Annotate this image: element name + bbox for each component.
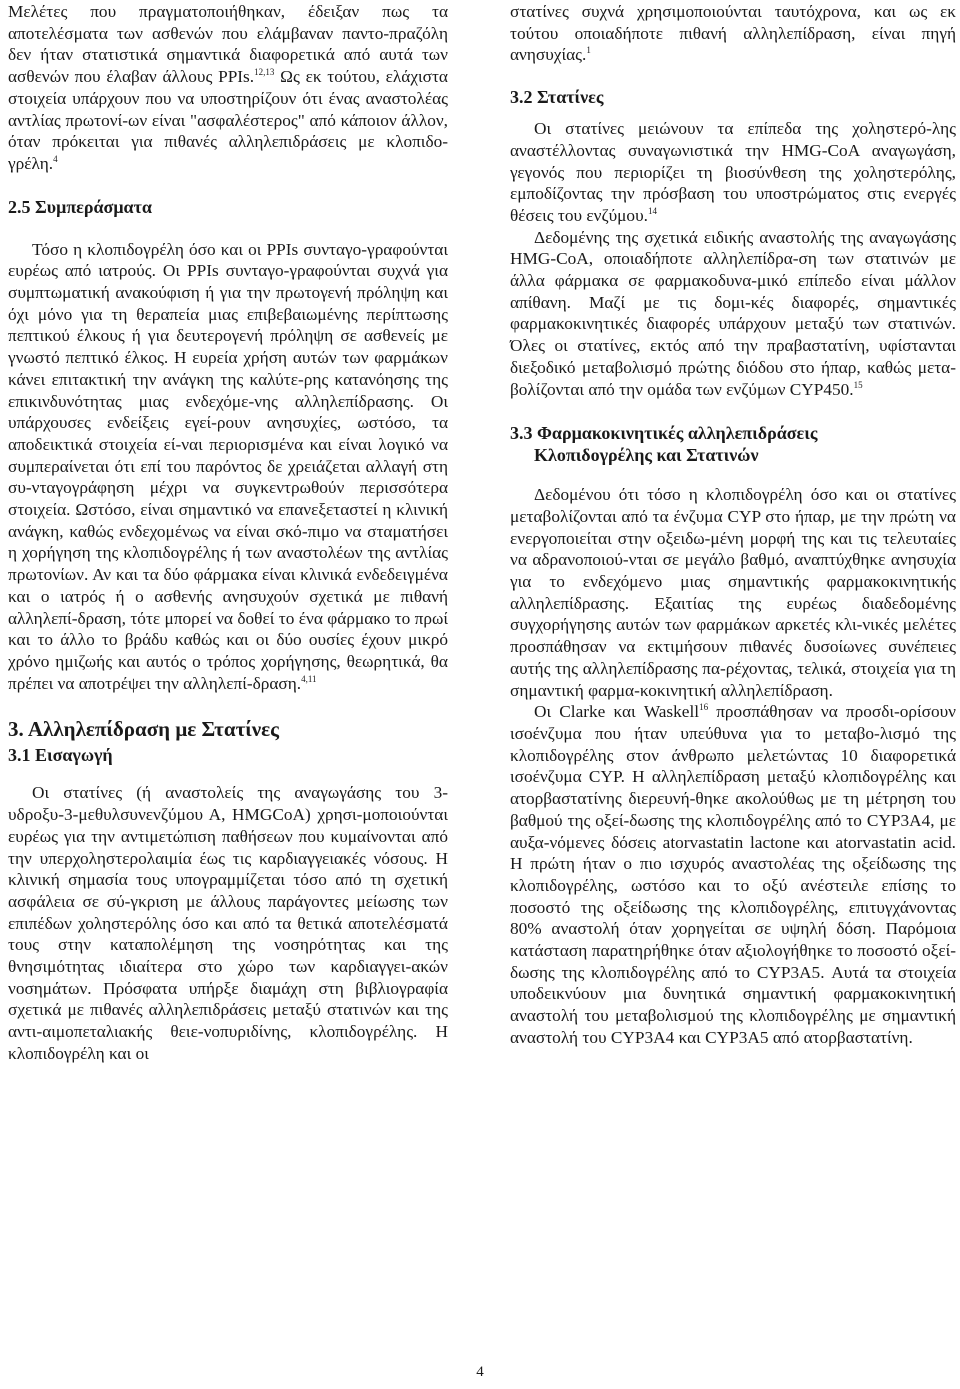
section-heading-3: 3. Αλληλεπίδραση με Στατίνες [8,717,279,742]
paragraph-statins-mechanism: Οι στατίνες μειώνουν τα επίπεδα της χοληστερό-λης αναστέλλοντας συναγωνιστικά την HMG-CoA αναγωγάση, γεγονός που περιορίζει τη βιοσύνθεση της χοληστερόλης, εμποδίζοντας την πρόσβαση του υποστρώματος στις ενεργές θέσεις του ενζύμου.$^{14}$ [510,119,956,225]
citation: 1 [586,45,591,56]
citation: 4,11 [301,673,317,684]
paragraph-ppi-studies: Μελέτες που πραγματοποιήθηκαν, έδειξαν πως τα αποτελέσματα των ασθενών που ελάμβαναν παντο-πραζόλη δεν ήταν στατιστικά σημαντικά διαφορετικά από αυτά των ασθενών που έλαβαν άλλους PPIs.$^{12,13}$ Ως εκ τούτου, ελάχιστα στοιχεία υπάρχουν που να υποστηρίζουν ότι ένας αναστολέας αντλίας πρωτονί-ων είναι "ασφαλέστερος" από κάποιον άλλον, όταν πρόκειται για πιθανές αλληλεπιδράσεις με κλοπιδο-γρέλη.$^4$ [8,2,448,173]
citation: 14 [647,205,657,216]
section-heading-3-3: 3.3 Φαρμακοκινητικές αλληλεπιδράσεις Κλοπιδογρέλης και Στατινών [510,423,818,466]
citation: 16 [699,702,709,713]
right-column [510,0,956,1049]
section-heading-3-1: 3.1 Εισαγωγή [8,745,113,766]
citation: 12,13 [254,67,275,78]
page-number: 4 [476,1364,484,1380]
section-heading-3-2: 3.2 Στατίνες [510,87,604,108]
paragraph-statins-concern: στατίνες συχνά χρησιμοποιούνται ταυτόχρονα, και ως εκ τούτου οποιαδήποτε πιθανή αλληλεπίδραση, είναι πηγή ανησυχίας.$^1$ [510,2,956,65]
citation: 15 [853,379,863,390]
paragraph-clarke-waskell: Οι Clarke και Waskell$^{16}$ προσπάθησαν να προσδι-ορίσουν ισοένζυμα που ήταν υπεύθυνα για το μεταβο-λισμό της κλοπιδογρέλης στον άνθρωπο μελετώντας 10 διαφορετικά ισοένζυμα CYP. Η αλληλεπίδραση μεταξύ κλοπιδογρέλης και ατορβαστατίνης διερευνή-θηκε ακολούθως με τη μέτρηση του βαθμού της οξεί-δωσης της κλοπιδογρέλης από το CYP3A4, με αυξα-νόμενες δόσεις atorvastatin lactone και atorvastatin acid. Η πρώτη ήταν ο πιο ισχυρός αναστολέας της οξείδωσης της κλοπιδογρέλης, ωστόσο και το οξύ ανέστειλε επίσης το ποσοστό της οξείδωσης της κλοπιδογρέλης, επιτυγχάνοντας 80% αναστολή όταν χορηγείται σε υψηλή δόση. Παρόμοια κατάσταση παρατηρήθηκε όταν αξιολογήθηκε το ποσοστό οξεί-δωσης της κλοπιδογρέλης από το CYP3A5. Αυτά τα στοιχεία υποδεικνύουν μια δυνητικά σημαντική φαρμακοκινητική αναστολή του μεταβολισμού της κλοπιδογρέλης με σημαντική αναστολή του CYP3A4 και CYP3A5 από ατορβαστατίνη. [510,702,956,1047]
paragraph-statins-metabolism: Δεδομένης της σχετικά ειδικής αναστολής της αναγωγάσης HMG-CoA, οποιαδήποτε αλληλεπίδρα-ση των στατινών με άλλα φάρμακα σε φαρμακοδυνα-μικό επίπεδο είναι μάλλον απίθανη. Μαζί με τις δομι-κές διαφορές, σημαντικές φαρμακοκινητικές διαφορές υπάρχουν μεταξύ των στατινών. Όλες οι στατίνες, εκτός από την πραβαστατίνη, υφίστανται διεξοδικό μεταβολισμό πρώτης διόδου στο ήπαρ, καθώς μετα-βολίζονται από την ομάδα των ενζύμων CYP450.15 [510,227,956,399]
left-column [8,0,448,1065]
citation: 4 [53,153,58,164]
section-heading-2-5: 2.5 Συμπεράσματα [8,196,152,217]
paragraph-pk-interaction: Δεδομένου ότι τόσο η κλοπιδογρέλη όσο και οι στατίνες μεταβολίζονται από τα ένζυμα CYP στο ήπαρ, με την πρώτη να ενεργοποιείται στην οξειδω-μένη μορφή της και τις τελευταίες να αδρανοποιού-νται σε μεγάλο βαθμό, αναπτύχθηκε ανησυχία για το ενδεχόμενο μιας σημαντικής φαρμακοκινητικής αλληλεπίδρασης. Εξαιτίας της ευρέως διαδεδομένης συγχορήγησης αυτών των φαρμάκων αρκετές κλι-νικές μελέτες προσπάθησαν να εκτιμήσουν πιθανές δυσοίωνες συνέπειες αυτής της αλληλεπίδρασης πα-ρέχοντας, τελικά, στοιχεία για τη σημαντική φαρμα-κοκινητική αλληλεπίδραση. [510,485,956,700]
paragraph-conclusions: Τόσο η κλοπιδογρέλη όσο και οι PPIs συνταγο-γραφούνται ευρέως από ιατρούς. Οι PPIs συνταγο-γραφούνται συχνά για συμπτωματική ανακούφιση ή για την πρωτογενή πρόληψη και όχι μόνο για τη θεραπεία μιας επιβεβαιωμένης περίπτωσης πεπτικού έλκους ή για δευτερογενή πρόληψη σε ασθενείς με γνωστό πεπτικό έλκος. Η ευρεία χρήση αυτών των φαρμάκων κάνει επιτακτική την ανάγκη της καλύτε-ρης κατανόησης της επικινδυνότητας μιας ενδεχόμε-νης αλληλεπίδρασης. Οι υπάρχουσες ενδείξεις εγεί-ρουν ανησυχίες, ωστόσο, τα αποδεικτικά στοιχεία εί-ναι περιορισμένα και είναι λογικό να συμπεραίνεται ότι επί του παρόντος δε χρειάζεται αλλαγή στη συ-νταγογράφηση μέχρι να συγκεντρωθούν περισσότερα στοιχεία. Ωστόσο, είναι σημαντικό να επανεξεταστεί η κλινική ανάγκη, καθώς ενδεχομένως να είναι σκό-πιμο να σταματήσει η χορήγηση της κλοπιδογρέλης ή των αναστολέων της αντλίας πρωτονίων. Αν και τα δύο φάρμακα είναι κλινικά ενδεδειγμένα και ο ιατρός ή ο ασθενής ανησυχούν σχετικά με πιθανή αλληλεπί-δραση, τότε μπορεί να δοθεί το ένα φάρμακο το πρωί και το άλλο το βράδυ καθώς και οι δύο ουσίες έχουν μικρό χρόνο ημιζωής και αυτός ο τρόπος χορήγησης, θεωρητικά, θα πρέπει να αποτρέψει την αλληλεπί-δραση.$^{4,11}$ [8,239,448,693]
paragraph-statins-intro: Οι στατίνες (ή αναστολείς της αναγωγάσης του 3-υδροξυ-3-μεθυλσυνενζύμου Α, HMGCoA) χρησι-μοποιούνται ευρέως για την αντιμετώπιση παθήσεων που κυμαίνονται από την υπερχοληστερολαιμία έως τις καρδιαγγειακές νόσους. Η κλινική σημασία τους υπογραμμίζεται τόσο από τη σχετική ασφάλεια σε σύ-γκριση με άλλους παράγοντες μείωσης των επιπέδων χοληστερόλης όσο και από τα θετικά αποτελέσματά τους στην καταπολέμηση της νοσηρότητας και της θνησιμότητας ιδιαίτερα στο χώρο των καρδιαγγει-ακών νοσημάτων. Πρόσφατα υπήρξε διαμάχη στη βιβλιογραφία σχετικά με πιθανές αλληλεπιδράσεις μεταξύ στατινών και της αντι-αιμοπεταλιακής θειε-νοπυριδίνης, κλοπιδογρέλης. Η κλοπιδογρέλη και οι [8,783,448,1063]
